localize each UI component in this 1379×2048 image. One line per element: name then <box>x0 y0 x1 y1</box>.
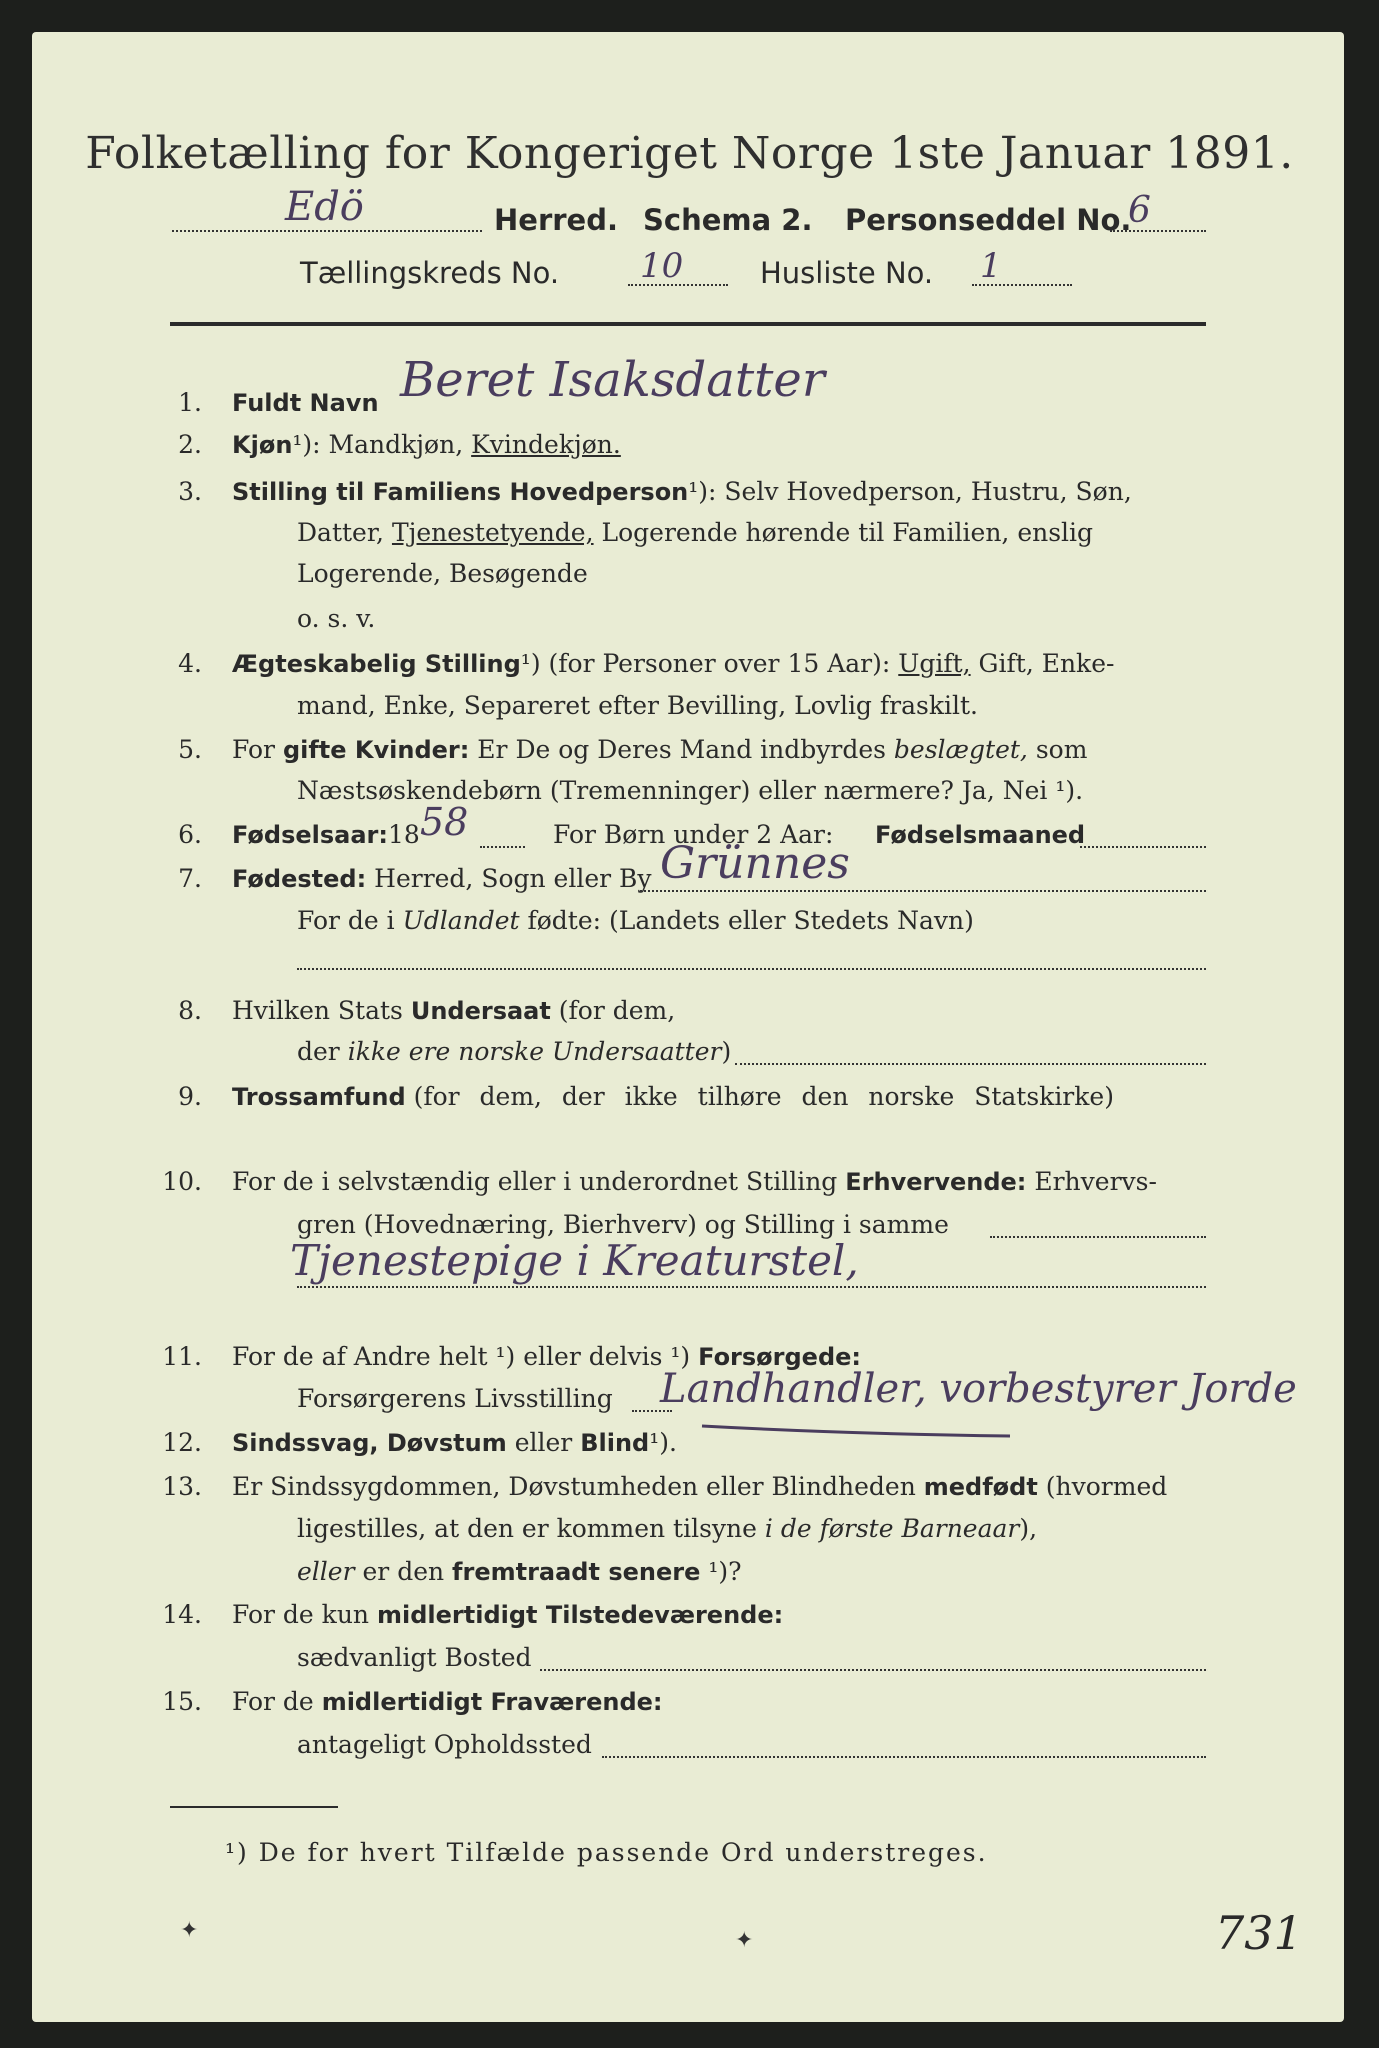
q8-text: (for dem, <box>558 996 676 1025</box>
q8-line-2 <box>297 1037 731 1067</box>
item-number: 5. <box>178 735 202 764</box>
q7-text: Herred, Sogn eller By <box>374 864 652 893</box>
q8-dots <box>735 1063 1206 1065</box>
q8-text: der <box>297 1037 340 1066</box>
q15-text: For de <box>232 1687 314 1716</box>
q11-line-2: Forsørgerens Livsstilling <box>297 1384 613 1413</box>
q6-label2: Fødselsmaaned <box>875 821 1086 849</box>
q9-line <box>232 1082 1114 1112</box>
q13-text: ligestilles, at den er kommen tilsyne <box>297 1514 757 1543</box>
q3-selected-option: Tjenestetyende, <box>391 518 594 547</box>
q7-italic: Udlandet <box>402 906 520 935</box>
husliste-value: 1 <box>980 246 1002 286</box>
item-number: 2. <box>178 430 202 459</box>
q8-italic: ikke ere norske Undersaatter <box>347 1037 722 1066</box>
q3-text: Logerende hørende til Familien, enslig <box>601 518 1094 547</box>
q4-text: ¹) (for Personer over 15 Aar): <box>520 649 891 678</box>
q14-text: For de kun <box>232 1600 370 1629</box>
q1-name-value: Beret Isaksdatter <box>400 352 825 408</box>
q3-line-2 <box>297 518 1093 548</box>
q10-text: For de i selvstændig eller i underordnet Stilling <box>232 1167 838 1196</box>
q7-text: fødte: (Landets eller Stedets Navn) <box>527 906 974 935</box>
q15-label: midlertidigt Fraværende: <box>321 1688 663 1716</box>
q12-line <box>232 1428 677 1458</box>
q10-dots <box>990 1236 1206 1238</box>
q7-label: Fødested: <box>232 865 367 893</box>
q15-line-2: antageligt Opholdssted <box>297 1730 592 1759</box>
q14-dots <box>540 1669 1206 1671</box>
q11-text: For de af Andre helt ¹) eller delvis ¹) <box>232 1342 691 1371</box>
herred-label: Herred. <box>494 203 618 237</box>
q6-mid: For Børn under 2 Aar: <box>553 820 834 849</box>
item-number: 10. <box>162 1167 202 1196</box>
q13-text: ¹)? <box>708 1557 742 1586</box>
q4-line-1 <box>232 649 1114 679</box>
q13-text: (hvormed <box>1045 1472 1168 1501</box>
q4-text: Gift, Enke- <box>978 649 1115 678</box>
q12-label: Sindssvag, Døvstum <box>232 1429 507 1457</box>
q13-line-3 <box>297 1557 742 1587</box>
q5-line-2: Næstsøskendebørn (Tremenninger) eller nærmere? Ja, Nei ¹). <box>297 776 1084 805</box>
item-number: 6. <box>178 820 202 849</box>
q10-text: Erhvervs- <box>1034 1167 1157 1196</box>
item-number: 1. <box>178 388 202 417</box>
item-number: 11. <box>162 1342 202 1371</box>
q10-label: Erhvervende: <box>845 1168 1027 1196</box>
husliste-label: Husliste No. <box>760 256 934 290</box>
q10-occupation-value: Tjenestepige i Kreaturstel, <box>290 1236 859 1285</box>
q2-selected-option: Kvindekjøn. <box>471 430 621 459</box>
item-number: 15. <box>162 1687 202 1716</box>
q7-line-2 <box>297 906 974 936</box>
q8-text: ) <box>721 1037 732 1066</box>
q8-line-1 <box>232 996 675 1026</box>
herred-value: Edö <box>285 184 364 230</box>
q13-label: medfødt <box>923 1473 1038 1501</box>
q13-text: er den <box>362 1557 445 1586</box>
q4-selected-option: Ugift, <box>898 649 971 678</box>
q13-text: Er Sindssygdommen, Døvstumheden eller Blindheden <box>232 1472 916 1501</box>
q6-label: Fødselsaar: <box>232 821 388 849</box>
q3-label: Stilling til Familiens Hovedperson <box>232 478 689 506</box>
q3-text: ¹): Selv Hovedperson, Hustru, Søn, <box>688 477 1132 506</box>
q5-text: som <box>1035 735 1088 764</box>
q5-text: Er De og Deres Mand indbyrdes <box>477 735 886 764</box>
q5-italic: beslægtet, <box>893 735 1028 764</box>
registration-mark-icon: ✦ <box>735 1928 754 1953</box>
q7-line-1 <box>232 864 652 894</box>
q3-text: Datter, <box>297 518 384 547</box>
q9-label: Trossamfund <box>232 1083 406 1111</box>
q3-line-3: Logerende, Besøgende <box>297 559 588 588</box>
q6-year-prefix: 18 <box>388 820 420 849</box>
item-number: 12. <box>162 1428 202 1457</box>
q14-label: midlertidigt Tilstedeværende: <box>376 1601 784 1629</box>
page-number: 731 <box>1215 1906 1303 1960</box>
q1-label: Fuldt Navn <box>232 389 379 417</box>
q8-label: Undersaat <box>410 997 551 1025</box>
q12-text: eller <box>514 1428 573 1457</box>
item-number: 7. <box>178 864 202 893</box>
q6-month-dots <box>1080 846 1206 848</box>
q7-dots <box>640 890 1206 892</box>
item-number: 8. <box>178 996 202 1025</box>
q13-text: ), <box>1019 1514 1038 1543</box>
q15-dots <box>602 1756 1206 1758</box>
q7-text: For de i <box>297 906 395 935</box>
herred-dotted-line <box>172 230 482 232</box>
q2-line <box>232 430 621 460</box>
q5-line-1 <box>232 735 1087 765</box>
q9-text: (for dem, der ikke tilhøre den norske Statskirke) <box>413 1082 1114 1111</box>
q2-label: Kjøn <box>232 431 293 459</box>
item-number: 3. <box>178 477 202 506</box>
kreds-label: Tællingskreds No. <box>300 256 560 290</box>
registration-mark-icon: ✦ <box>180 1918 199 1943</box>
q11-pen-stroke <box>700 1420 1020 1440</box>
item-number: 13. <box>162 1472 202 1501</box>
footnote: ¹) De for hvert Tilfælde passende Ord understreges. <box>225 1838 988 1867</box>
q13-italic: eller <box>297 1557 355 1586</box>
footnote-rule <box>170 1806 338 1808</box>
q10-line-1 <box>232 1167 1157 1197</box>
q13-line-1 <box>232 1472 1167 1502</box>
kreds-value: 10 <box>640 246 684 286</box>
q11-label: Forsørgede: <box>698 1343 862 1371</box>
q6-year-value: 58 <box>420 800 469 844</box>
q12-label2: Blind <box>580 1429 650 1457</box>
q8-text: Hvilken Stats <box>232 996 403 1025</box>
item-number: 9. <box>178 1082 202 1111</box>
q13-label2: fremtraadt senere <box>452 1558 701 1586</box>
header-rule <box>170 322 1206 326</box>
personseddel-value: 6 <box>1128 190 1151 231</box>
schema-label: Schema 2. <box>643 203 813 237</box>
q5-text: For <box>232 735 275 764</box>
q14-line-2: sædvanligt Bosted <box>297 1643 532 1672</box>
q12-text: ¹). <box>649 1428 677 1457</box>
q3-line-4: o. s. v. <box>297 604 376 633</box>
q2-note: ¹): Mandkjøn, <box>292 430 464 459</box>
q14-line-1 <box>232 1600 783 1630</box>
q7-abroad-dots <box>297 968 1206 970</box>
q7-birthplace-value: Grünnes <box>660 838 850 889</box>
q11-supporter-value: Landhandler, vorbestyrer Jorde <box>660 1366 1297 1412</box>
q10-occupation-dots <box>297 1286 1206 1288</box>
q13-line-2 <box>297 1514 1037 1544</box>
q13-italic: i de første Barneaar <box>764 1514 1020 1543</box>
item-number: 4. <box>178 649 202 678</box>
personseddel-dotted-line <box>1110 230 1206 232</box>
q4-line-2: mand, Enke, Separeret efter Bevilling, Lovlig fraskilt. <box>297 691 978 720</box>
q5-label: gifte Kvinder: <box>282 736 470 764</box>
census-form-page <box>32 32 1344 2022</box>
q3-line-1 <box>232 477 1132 507</box>
personseddel-label: Personseddel No. <box>845 203 1132 237</box>
q6-dots <box>480 846 525 848</box>
q4-label: Ægteskabelig Stilling <box>232 650 521 678</box>
q10-line-2: gren (Hovednæring, Bierhverv) og Stilling i samme <box>297 1210 949 1239</box>
form-title: Folketælling for Kongeriget Norge 1ste Januar 1891. <box>85 128 1294 179</box>
item-number: 14. <box>162 1600 202 1629</box>
q15-line-1 <box>232 1687 663 1717</box>
